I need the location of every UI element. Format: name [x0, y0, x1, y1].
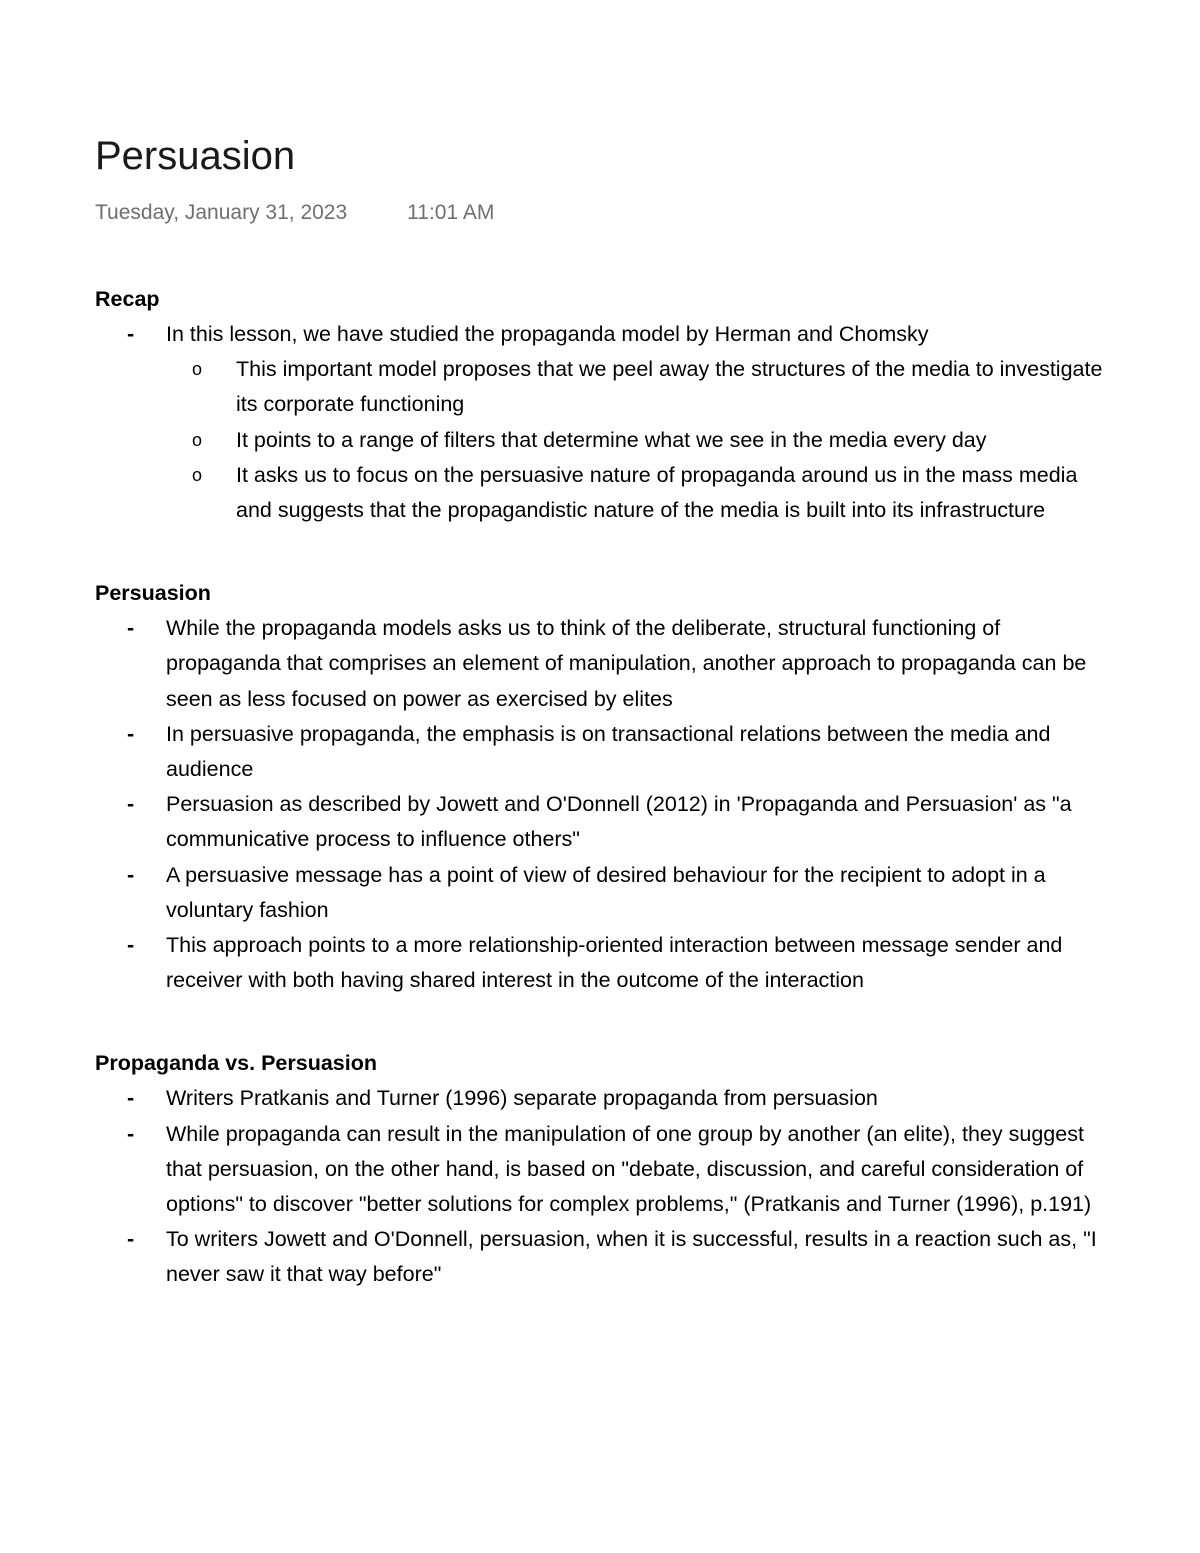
bullet-list — [95, 1081, 1105, 1292]
list-item — [95, 317, 1105, 528]
section-heading: Propaganda vs. Persuasion — [95, 1051, 377, 1076]
sub-list-item-text: It asks us to focus on the persuasive nature of propaganda around us in the mass media and suggests that the propagandistic nature of the media is built into its infrastructure — [236, 462, 1078, 523]
dash-bullet-icon: - — [127, 322, 135, 346]
dash-bullet-icon: - — [127, 862, 135, 887]
dash-bullet-icon: - — [127, 933, 135, 958]
page-title: Persuasion — [95, 134, 296, 178]
note-date: Tuesday, January 31, 2023 — [95, 201, 348, 224]
list-item — [95, 787, 1105, 857]
bullet-list — [95, 611, 1105, 998]
section-persuasion — [95, 576, 1105, 998]
dateline — [95, 198, 1105, 228]
list-item — [95, 1117, 1105, 1223]
section-recap — [95, 282, 1105, 528]
list-item-text: A persuasive message has a point of view of desired behaviour for the recipient to adopt in a voluntary fashion — [166, 862, 1046, 922]
list-item-text: While the propaganda models asks us to think of the deliberate, structural functioning of propaganda that comprises an element of manipulation, another approach to propaganda can be seen as less focused on power as exercised by elites — [166, 616, 1087, 711]
list-item-text: In persuasive propaganda, the emphasis is on transactional relations between the media and audience — [166, 721, 1051, 782]
section-heading: Recap — [95, 287, 160, 311]
list-item — [95, 611, 1105, 717]
sub-bullet-list — [166, 352, 1105, 528]
section-propaganda-vs-persuasion — [95, 1046, 1105, 1292]
note-page — [95, 128, 1105, 1293]
list-item-text: While propaganda can result in the manipulation of one group by another (an elite), they suggest that persuasion, on the other hand, is based on "debate, discussion, and careful consideration of options" to discover "better solutions for complex problems," (Pratkanis and Turner (1996), p.191) — [166, 1121, 1092, 1217]
dash-bullet-icon: - — [127, 1227, 135, 1252]
list-item-text: Persuasion as described by Jowett and O'Donnell (2012) in 'Propaganda and Persuasion' as "a communicative process to influence others" — [166, 792, 1072, 852]
section-heading: Persuasion — [95, 581, 211, 606]
circle-bullet-icon: o — [192, 359, 203, 380]
bullet-list — [95, 317, 1105, 528]
circle-bullet-icon: o — [192, 464, 203, 485]
list-item-text: In this lesson, we have studied the propaganda model by Herman and Chomsky — [166, 322, 929, 346]
sub-list-item-text: This important model proposes that we peel away the structures of the media to investigate its corporate functioning — [236, 357, 1103, 417]
list-item-text: This approach points to a more relationship-oriented interaction between message sender and receiver with both having shared interest in the outcome of the interaction — [166, 933, 1063, 993]
sub-list-item — [166, 458, 1105, 528]
sub-list-item-text: It points to a range of filters that determine what we see in the media every day — [236, 427, 987, 452]
note-time: 11:01 AM — [407, 201, 495, 224]
sub-list-item — [166, 352, 1105, 422]
sub-list-item — [166, 423, 1105, 458]
list-item — [95, 928, 1105, 998]
dash-bullet-icon: - — [127, 1086, 135, 1111]
list-item — [95, 858, 1105, 928]
list-item — [95, 1222, 1105, 1292]
list-item — [95, 1081, 1105, 1116]
list-item-text: Writers Pratkanis and Turner (1996) separate propaganda from persuasion — [166, 1086, 878, 1111]
dash-bullet-icon: - — [127, 1121, 135, 1146]
list-item-text: To writers Jowett and O'Donnell, persuasion, when it is successful, results in a reaction such as, "I never saw it that way before" — [166, 1227, 1097, 1287]
list-item — [95, 717, 1105, 787]
dash-bullet-icon: - — [127, 792, 135, 817]
dash-bullet-icon: - — [127, 721, 135, 746]
circle-bullet-icon: o — [192, 429, 203, 450]
dash-bullet-icon: - — [127, 616, 135, 641]
